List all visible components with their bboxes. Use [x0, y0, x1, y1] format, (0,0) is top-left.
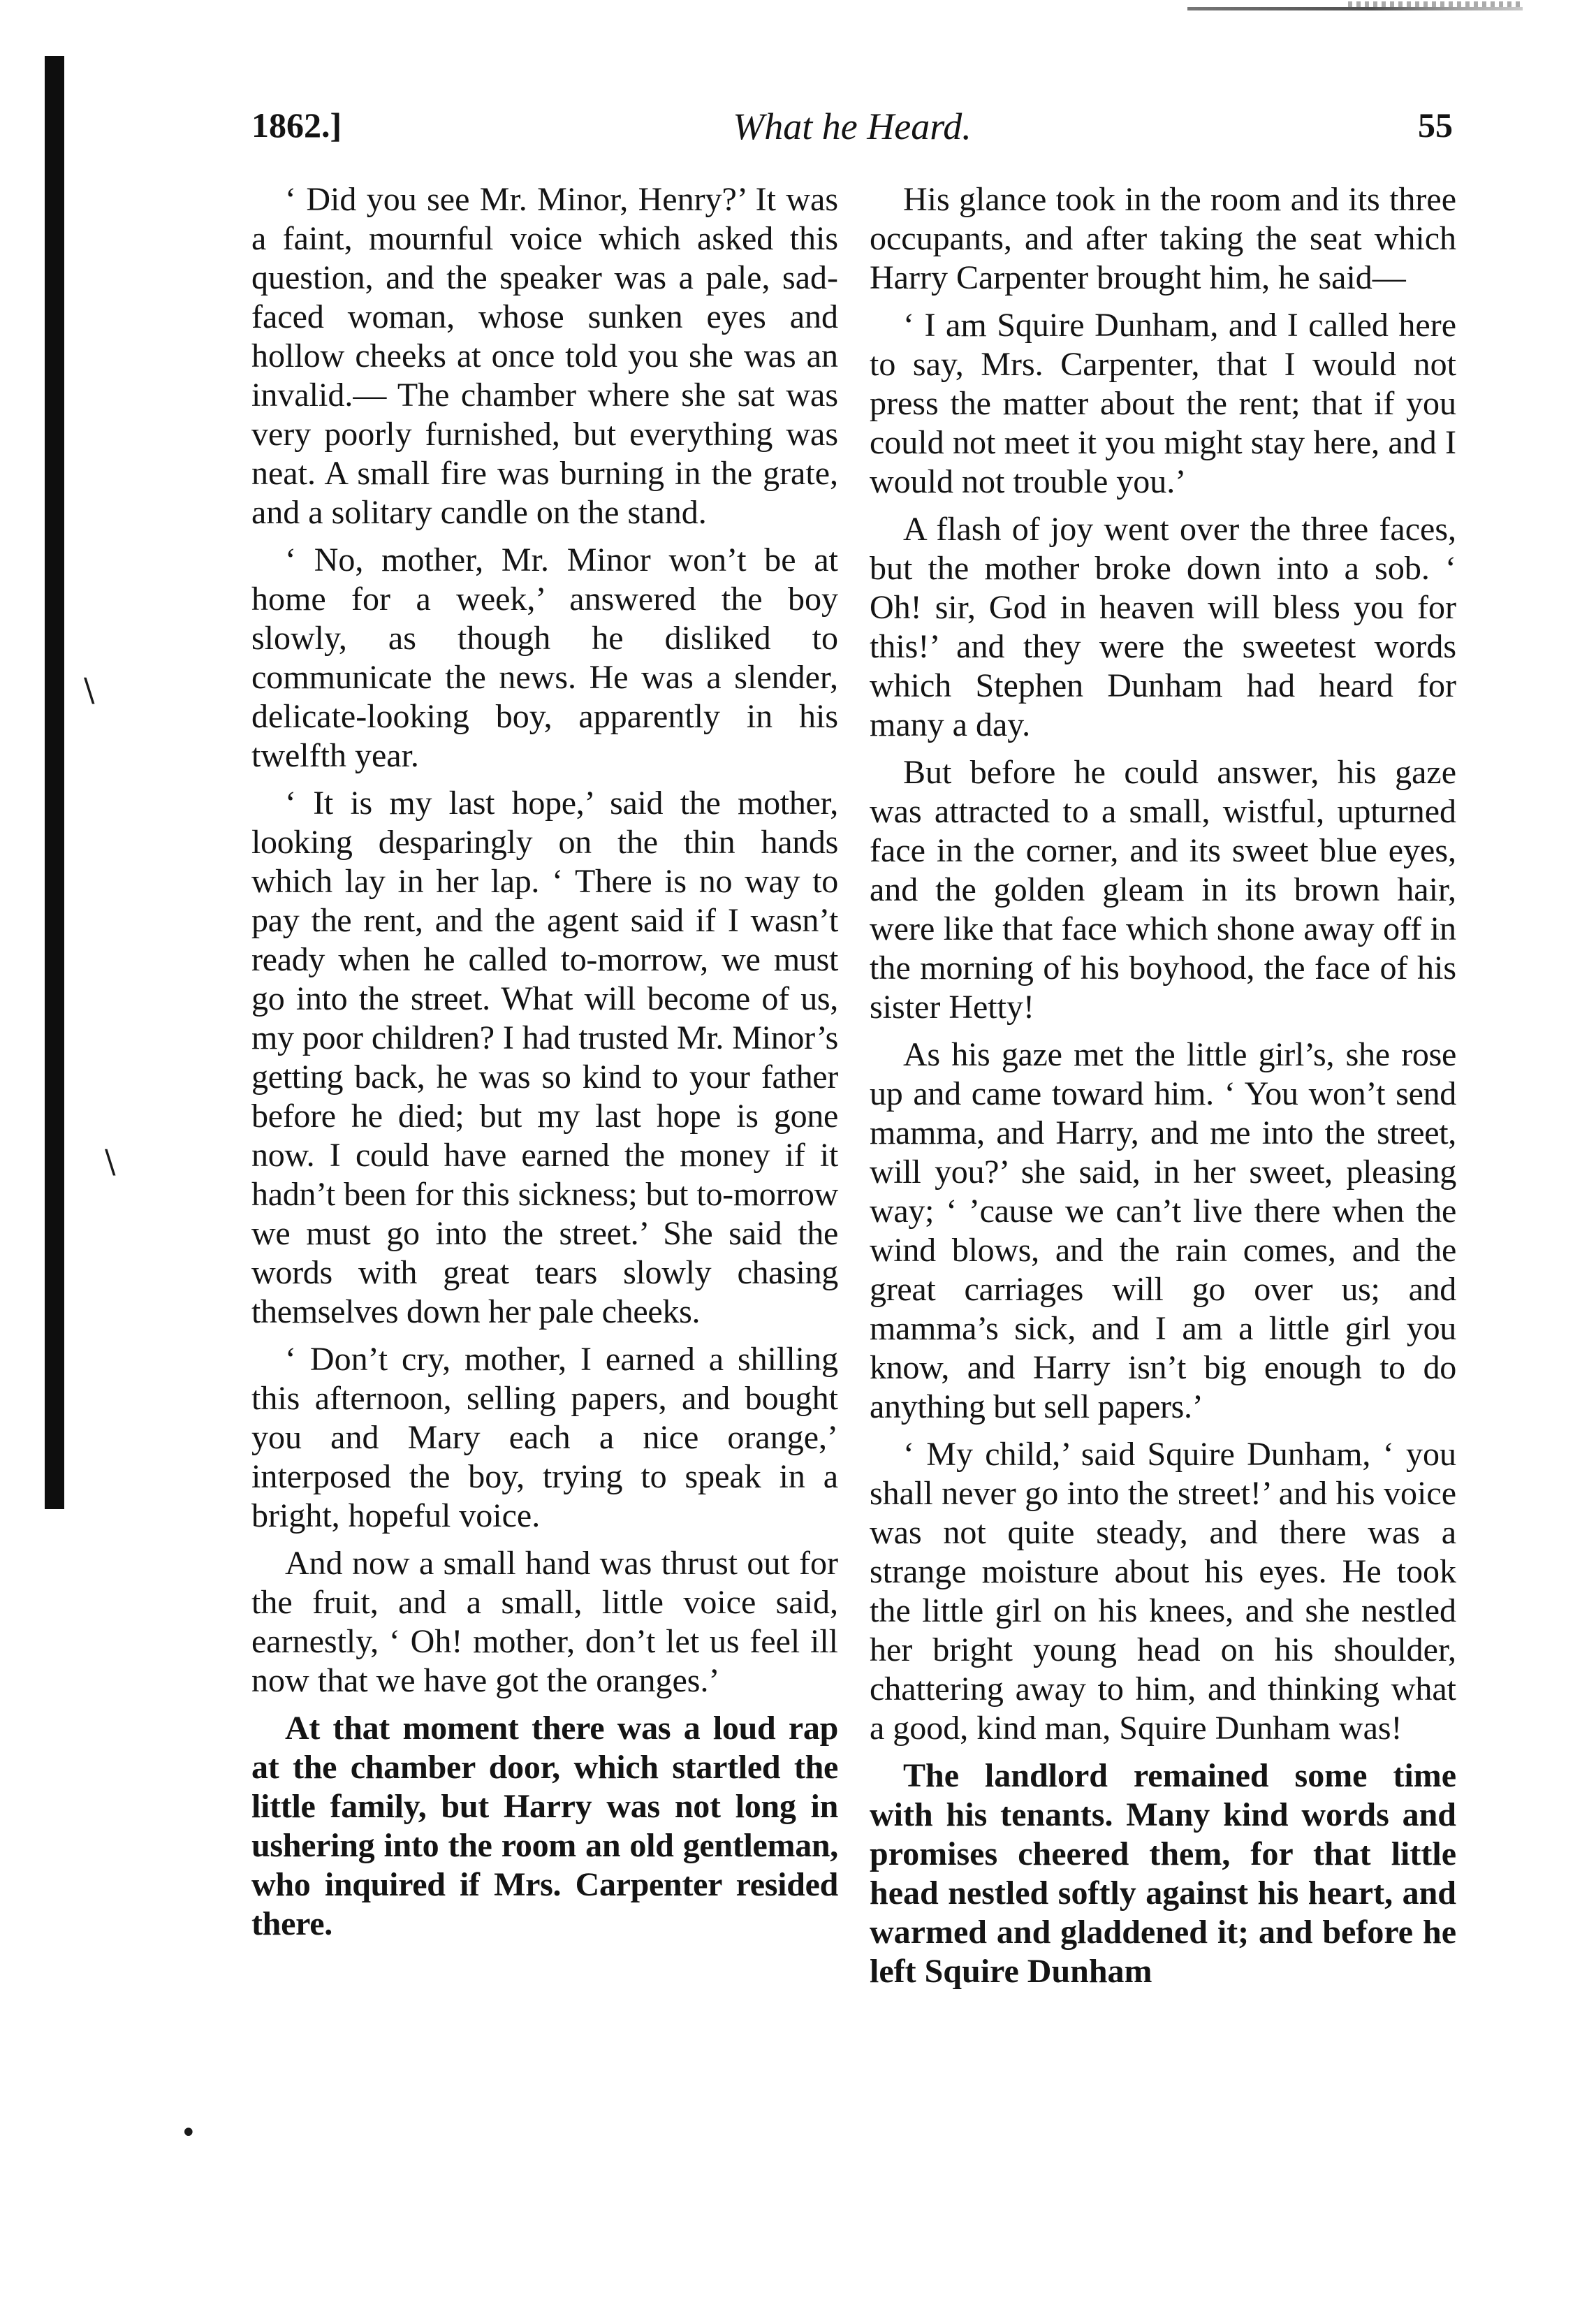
margin-tick-mark: \ [105, 1142, 116, 1180]
paragraph: But before he could answer, his gaze was attracted to a small, wistful, upturned face in the corner, and its sweet blue eyes, and the golden gleam in its brown hair, were like that face which shone away off in the morning of his boyhood, the face of his sister Hetty! [870, 754, 1456, 1026]
binding-gutter-shadow [45, 56, 64, 1509]
running-head-title: What he Heard. [733, 105, 972, 147]
paragraph: As his gaze met the little girl’s, she rose up and came toward him. ‘ You won’t send mamma, and Harry, and me into the street, will you?’ she said, in her sweet, pleasing way; ‘ ’cause we can’t live there when the wind blows, and the rain comes, and the great carriages will go over us; and mamma’s sick, and I am a little girl you know, and Harry isn’t big enough to do anything but sell papers.’ [870, 1036, 1456, 1425]
paragraph: ‘ I am Squire Dunham, and I called here to say, Mrs. Carpenter, that I would not press the matter about the rent; that if you could not meet it you might stay here, and I would not trouble you.’ [870, 307, 1456, 500]
running-head-year: 1862.] [251, 105, 342, 145]
page-number: 55 [1418, 105, 1453, 145]
running-head [251, 105, 1453, 161]
paragraph: And now a small hand was thrust out for the fruit, and a small, little voice said, earnestly, ‘ Oh! mother, don’t let us feel ill now that we have got the oranges.’ [251, 1545, 838, 1699]
scan-edge-rule [1187, 7, 1523, 10]
paragraph: ‘ It is my last hope,’ said the mother, looking desparingly on the thin hands which lay in her lap. ‘ There is no way to pay the rent, and the agent said if I wasn’t ready when he called to-morrow, we must go into the street. What will become of us, my poor children? I had trusted Mr. Minor’s getting back, he was so kind to your father before he died; but my last hope is gone now. I could have earned the money if it hadn’t been for this sickness; but to-morrow we must go into the street.’ She said the words with great tears slowly chasing themselves down her pale cheeks. [251, 785, 838, 1330]
right-text-column [870, 180, 1456, 2000]
paragraph: His glance took in the room and its three occupants, and after taking the seat which Harry Carpenter brought him, he said— [870, 181, 1456, 296]
paragraph: ‘ No, mother, Mr. Minor won’t be at home for a week,’ answered the boy slowly, as though he disliked to communicate the news. He was a slender, delicate-looking boy, apparently in his twelfth year. [251, 541, 838, 774]
paragraph: ‘ Don’t cry, mother, I earned a shilling this afternoon, selling papers, and bought you and Mary each a nice orange,’ interposed the boy, trying to speak in a bright, hopeful voice. [251, 1341, 838, 1534]
left-text-column [251, 180, 838, 1952]
paragraph: A flash of joy went over the three faces, but the mother broke down into a sob. ‘ Oh! sir, God in heaven will bless you for this!’ and they were the sweetest words which Stephen Dunham had heard for many a day. [870, 511, 1456, 743]
paragraph: ‘ My child,’ said Squire Dunham, ‘ you shall never go into the street!’ and his voice was not quite steady, and there was a strange moisture about his eyes. He took the little girl on his knees, and she nestled her bright young head on his shoulder, chattering away to him, and thinking what a good, kind man, Squire Dunham was! [870, 1436, 1456, 1747]
paragraph: At that moment there was a loud rap at the chamber door, which startled the little family, but Harry was not long in ushering into the room an old gentleman, who inquired if Mrs. Carpenter resided there. [251, 1710, 838, 1942]
paragraph: The landlord remained some time with his tenants. Many kind words and promises cheered them, for that little head nestled softly against his heart, and warmed and gladdened it; and before he left Squire Dunham [870, 1757, 1456, 1990]
margin-tick-mark: \ [84, 671, 95, 708]
margin-dot-mark: • [180, 2117, 197, 2149]
paragraph: ‘ Did you see Mr. Minor, Henry?’ It was a faint, mournful voice which asked this question, and the speaker was a pale, sad-faced woman, whose sunken eyes and hollow cheeks at once told you she was an invalid.— The chamber where she sat was very poorly furnished, but everything was neat. A small fire was burning in the grate, and a solitary candle on the stand. [251, 181, 838, 531]
scan-edge-dashes [1348, 1, 1523, 7]
